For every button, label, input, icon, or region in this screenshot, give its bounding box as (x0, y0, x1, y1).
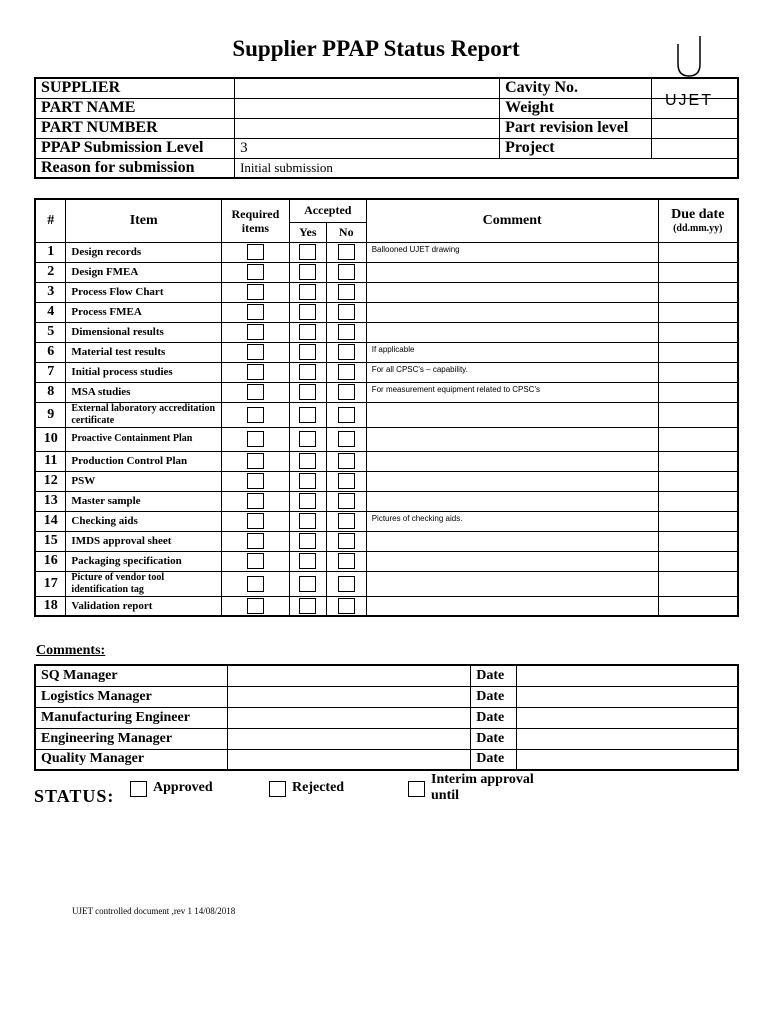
accepted-no-checkbox[interactable] (338, 598, 355, 614)
item-due-date-field[interactable] (658, 322, 738, 342)
accepted-no-checkbox[interactable] (338, 553, 355, 569)
item-due-date-field[interactable] (658, 471, 738, 491)
required-checkbox-cell (221, 471, 289, 491)
supplier-label: SUPPLIER (35, 78, 235, 98)
item-comment[interactable]: Pictures of checking aids. (366, 511, 658, 531)
header-row-reason (35, 158, 738, 178)
item-comment[interactable] (366, 302, 658, 322)
cavity-label: Cavity No. (500, 78, 652, 98)
accepted-yes-checkbox-cell (289, 596, 326, 616)
item-number: 1 (35, 242, 66, 262)
signoff-table (34, 664, 739, 771)
date-label: Date (471, 707, 517, 728)
accepted-no-checkbox[interactable] (338, 576, 355, 592)
item-name: Process Flow Chart (66, 282, 222, 302)
accepted-yes-checkbox[interactable] (299, 473, 316, 489)
item-number: 18 (35, 596, 66, 616)
item-number: 4 (35, 302, 66, 322)
item-number: 6 (35, 342, 66, 362)
table-row (35, 471, 738, 491)
required-checkbox-cell (221, 322, 289, 342)
item-number: 9 (35, 402, 66, 427)
accepted-no-checkbox-cell (326, 511, 366, 531)
accepted-no-checkbox-cell (326, 362, 366, 382)
item-comment[interactable] (366, 322, 658, 342)
table-row (35, 427, 738, 451)
accepted-yes-checkbox-cell (289, 242, 326, 262)
accepted-yes-checkbox[interactable] (299, 407, 316, 423)
status-option-rejected[interactable] (269, 780, 344, 797)
header-info-table (34, 77, 739, 179)
ppap-level-label: PPAP Submission Level (35, 138, 235, 158)
accepted-yes-checkbox[interactable] (299, 431, 316, 447)
accepted-no-checkbox-cell (326, 427, 366, 451)
table-row (35, 382, 738, 402)
reason-label: Reason for submission (35, 158, 235, 178)
date-field[interactable] (517, 686, 738, 707)
required-checkbox-cell (221, 402, 289, 427)
accepted-yes-checkbox[interactable] (299, 244, 316, 260)
accepted-no-checkbox[interactable] (338, 384, 355, 400)
signature-field[interactable] (228, 728, 471, 749)
col-header-number: # (35, 199, 66, 242)
approved-checkbox[interactable] (130, 781, 147, 797)
role-label: Quality Manager (35, 749, 228, 770)
accepted-yes-checkbox[interactable] (299, 284, 316, 300)
accepted-no-checkbox-cell (326, 596, 366, 616)
table-row (35, 262, 738, 282)
col-header-no: No (326, 222, 366, 242)
item-name: Packaging specification (66, 551, 222, 571)
item-due-date-field[interactable] (658, 551, 738, 571)
due-date-format: (dd.mm.yy) (673, 223, 723, 235)
required-checkbox[interactable] (247, 384, 264, 400)
required-checkbox[interactable] (247, 533, 264, 549)
accepted-yes-checkbox-cell (289, 471, 326, 491)
accepted-yes-checkbox-cell (289, 402, 326, 427)
accepted-yes-checkbox-cell (289, 282, 326, 302)
status-option-interim[interactable] (408, 772, 561, 804)
signoff-row (35, 749, 738, 770)
item-name: PSW (66, 471, 222, 491)
role-label: Manufacturing Engineer (35, 707, 228, 728)
item-due-date-field[interactable] (658, 596, 738, 616)
required-checkbox[interactable] (247, 344, 264, 360)
item-number: 16 (35, 551, 66, 571)
date-label: Date (471, 749, 517, 770)
item-name: Checking aids (66, 511, 222, 531)
accepted-no-checkbox[interactable] (338, 284, 355, 300)
accepted-yes-checkbox-cell (289, 342, 326, 362)
date-field[interactable] (517, 707, 738, 728)
required-checkbox-cell (221, 596, 289, 616)
accepted-yes-checkbox[interactable] (299, 553, 316, 569)
required-checkbox[interactable] (247, 598, 264, 614)
item-comment[interactable]: For measurement equipment related to CPSC's (366, 382, 658, 402)
col-header-due-date (658, 199, 738, 242)
accepted-yes-checkbox-cell (289, 382, 326, 402)
required-checkbox-cell (221, 302, 289, 322)
item-due-date-field[interactable] (658, 511, 738, 531)
accepted-yes-checkbox[interactable] (299, 384, 316, 400)
accepted-no-checkbox[interactable] (338, 264, 355, 280)
signoff-row (35, 728, 738, 749)
required-checkbox[interactable] (247, 407, 264, 423)
accepted-yes-checkbox-cell (289, 451, 326, 471)
accepted-no-checkbox-cell (326, 451, 366, 471)
item-comment[interactable] (366, 427, 658, 451)
accepted-no-checkbox[interactable] (338, 473, 355, 489)
item-due-date-field[interactable] (658, 451, 738, 471)
accepted-no-checkbox[interactable] (338, 304, 355, 320)
item-due-date-field[interactable] (658, 427, 738, 451)
project-field[interactable] (651, 138, 738, 158)
accepted-no-checkbox-cell (326, 551, 366, 571)
signoff-table-body (35, 665, 738, 770)
required-checkbox[interactable] (247, 513, 264, 529)
item-name: Validation report (66, 596, 222, 616)
cavity-field[interactable] (651, 78, 738, 98)
accepted-no-checkbox-cell (326, 242, 366, 262)
item-comment[interactable]: Ballooned UJET drawing (366, 242, 658, 262)
role-label: Engineering Manager (35, 728, 228, 749)
item-comment[interactable] (366, 282, 658, 302)
item-number: 11 (35, 451, 66, 471)
item-number: 17 (35, 571, 66, 596)
item-due-date-field[interactable] (658, 402, 738, 427)
approved-label: Approved (153, 780, 213, 795)
signoff-row (35, 665, 738, 686)
item-name: Process FMEA (66, 302, 222, 322)
accepted-no-checkbox-cell (326, 571, 366, 596)
accepted-yes-checkbox-cell (289, 302, 326, 322)
item-number: 2 (35, 262, 66, 282)
date-field[interactable] (517, 665, 738, 686)
date-label: Date (471, 728, 517, 749)
item-name: Dimensional results (66, 322, 222, 342)
required-checkbox[interactable] (247, 364, 264, 380)
item-due-date-field[interactable] (658, 571, 738, 596)
required-checkbox[interactable] (247, 493, 264, 509)
accepted-yes-checkbox[interactable] (299, 598, 316, 614)
required-checkbox-cell (221, 511, 289, 531)
ppap-items-table (34, 198, 739, 617)
table-row (35, 362, 738, 382)
accepted-no-checkbox-cell (326, 282, 366, 302)
item-name: External laboratory accreditation certificate (66, 402, 222, 427)
accepted-yes-checkbox[interactable] (299, 493, 316, 509)
col-header-yes: Yes (289, 222, 326, 242)
role-label: Logistics Manager (35, 686, 228, 707)
required-checkbox[interactable] (247, 324, 264, 340)
date-label: Date (471, 665, 517, 686)
weight-field[interactable] (651, 98, 738, 118)
signature-field[interactable] (228, 749, 471, 770)
accepted-yes-checkbox-cell (289, 531, 326, 551)
item-due-date-field[interactable] (658, 491, 738, 511)
comments-label: Comments: (36, 643, 106, 658)
due-date-label: Due date (671, 207, 725, 223)
rejected-checkbox[interactable] (269, 781, 286, 797)
required-checkbox[interactable] (247, 431, 264, 447)
accepted-no-checkbox-cell (326, 491, 366, 511)
supplier-field[interactable] (235, 78, 500, 98)
item-comment[interactable]: For all CPSC's – capability. (366, 362, 658, 382)
item-due-date-field[interactable] (658, 362, 738, 382)
col-header-comment: Comment (366, 199, 658, 242)
item-comment[interactable] (366, 491, 658, 511)
signoff-row (35, 686, 738, 707)
item-due-date-field[interactable] (658, 262, 738, 282)
required-checkbox[interactable] (247, 576, 264, 592)
item-comment[interactable] (366, 262, 658, 282)
part-number-label: PART NUMBER (35, 118, 235, 138)
accepted-no-checkbox[interactable] (338, 493, 355, 509)
item-comment[interactable]: If applicable (366, 342, 658, 362)
accepted-yes-checkbox[interactable] (299, 364, 316, 380)
table-row (35, 242, 738, 262)
table-row (35, 551, 738, 571)
accepted-no-checkbox[interactable] (338, 324, 355, 340)
item-name: Initial process studies (66, 362, 222, 382)
accepted-yes-checkbox-cell (289, 427, 326, 451)
page-title: Supplier PPAP Status Report (232, 36, 520, 61)
table-row (35, 596, 738, 616)
accepted-yes-checkbox-cell (289, 362, 326, 382)
required-checkbox[interactable] (247, 244, 264, 260)
part-name-field[interactable] (235, 98, 500, 118)
accepted-no-checkbox[interactable] (338, 431, 355, 447)
interim-label: Interim approval until (431, 772, 534, 803)
accepted-no-checkbox[interactable] (338, 244, 355, 260)
accepted-no-checkbox-cell (326, 262, 366, 282)
accepted-no-checkbox[interactable] (338, 344, 355, 360)
item-comment[interactable] (366, 471, 658, 491)
required-checkbox-cell (221, 491, 289, 511)
reason-field[interactable]: Initial submission (235, 158, 738, 178)
accepted-no-checkbox[interactable] (338, 407, 355, 423)
accepted-no-checkbox[interactable] (338, 513, 355, 529)
required-checkbox-cell (221, 531, 289, 551)
item-number: 15 (35, 531, 66, 551)
item-comment[interactable] (366, 402, 658, 427)
accepted-yes-checkbox-cell (289, 322, 326, 342)
rejected-label: Rejected (292, 780, 345, 795)
accepted-no-checkbox[interactable] (338, 364, 355, 380)
signature-field[interactable] (228, 686, 471, 707)
required-checkbox-cell (221, 571, 289, 596)
accepted-yes-checkbox[interactable] (299, 344, 316, 360)
table-row (35, 511, 738, 531)
logo-text: UJET (665, 92, 713, 109)
footer-note: UJET controlled document ,rev 1 14/08/2018 (72, 906, 236, 916)
status-label: STATUS: (34, 786, 115, 806)
accepted-no-checkbox-cell (326, 471, 366, 491)
item-name: Proactive Containment Plan (66, 427, 222, 451)
date-field[interactable] (517, 728, 738, 749)
item-name: Production Control Plan (66, 451, 222, 471)
required-checkbox-cell (221, 382, 289, 402)
item-due-date-field[interactable] (658, 282, 738, 302)
required-checkbox-cell (221, 282, 289, 302)
item-name: Design FMEA (66, 262, 222, 282)
table-row (35, 491, 738, 511)
item-comment[interactable] (366, 551, 658, 571)
item-name: IMDS approval sheet (66, 531, 222, 551)
item-comment[interactable] (366, 531, 658, 551)
required-checkbox[interactable] (247, 473, 264, 489)
item-name: Design records (66, 242, 222, 262)
table-row (35, 302, 738, 322)
table-row (35, 451, 738, 471)
part-revision-label: Part revision level (500, 118, 652, 138)
item-name: MSA studies (66, 382, 222, 402)
accepted-yes-checkbox-cell (289, 491, 326, 511)
accepted-no-checkbox[interactable] (338, 533, 355, 549)
accepted-yes-checkbox[interactable] (299, 453, 316, 469)
accepted-yes-checkbox[interactable] (299, 513, 316, 529)
item-due-date-field[interactable] (658, 342, 738, 362)
items-table-body (35, 242, 738, 616)
accepted-no-checkbox-cell (326, 402, 366, 427)
item-name: Picture of vendor tool identification tag (66, 571, 222, 596)
item-number: 12 (35, 471, 66, 491)
item-due-date-field[interactable] (658, 302, 738, 322)
required-checkbox[interactable] (247, 304, 264, 320)
date-label: Date (471, 686, 517, 707)
item-comment[interactable] (366, 596, 658, 616)
col-header-item: Item (66, 199, 222, 242)
item-number: 3 (35, 282, 66, 302)
signature-field[interactable] (228, 665, 471, 686)
table-row (35, 322, 738, 342)
table-row (35, 571, 738, 596)
accepted-yes-checkbox[interactable] (299, 576, 316, 592)
item-number: 8 (35, 382, 66, 402)
header-row-supplier (35, 78, 738, 98)
item-due-date-field[interactable] (658, 382, 738, 402)
item-name: Master sample (66, 491, 222, 511)
accepted-no-checkbox-cell (326, 531, 366, 551)
accepted-no-checkbox-cell (326, 342, 366, 362)
item-number: 10 (35, 427, 66, 451)
accepted-yes-checkbox-cell (289, 571, 326, 596)
accepted-yes-checkbox-cell (289, 511, 326, 531)
header-row-ppap-level (35, 138, 738, 158)
part-name-label: PART NAME (35, 98, 235, 118)
item-comment[interactable] (366, 451, 658, 471)
required-checkbox-cell (221, 342, 289, 362)
col-header-required: Required items (221, 199, 289, 242)
required-checkbox-cell (221, 262, 289, 282)
item-number: 13 (35, 491, 66, 511)
required-checkbox[interactable] (247, 453, 264, 469)
accepted-yes-checkbox[interactable] (299, 304, 316, 320)
accepted-yes-checkbox[interactable] (299, 324, 316, 340)
role-label: SQ Manager (35, 665, 228, 686)
item-comment[interactable] (366, 571, 658, 596)
interim-checkbox[interactable] (408, 781, 425, 797)
required-checkbox[interactable] (247, 553, 264, 569)
table-row (35, 531, 738, 551)
accepted-no-checkbox[interactable] (338, 453, 355, 469)
accepted-no-checkbox-cell (326, 322, 366, 342)
accepted-yes-checkbox-cell (289, 262, 326, 282)
item-number: 7 (35, 362, 66, 382)
item-number: 14 (35, 511, 66, 531)
accepted-no-checkbox-cell (326, 302, 366, 322)
project-label: Project (500, 138, 652, 158)
required-checkbox-cell (221, 362, 289, 382)
part-number-field[interactable] (235, 118, 500, 138)
table-row (35, 342, 738, 362)
status-option-approved[interactable] (130, 780, 213, 797)
weight-label: Weight (500, 98, 652, 118)
item-due-date-field[interactable] (658, 531, 738, 551)
accepted-yes-checkbox[interactable] (299, 533, 316, 549)
required-checkbox-cell (221, 242, 289, 262)
ppap-level-field[interactable]: 3 (235, 138, 500, 158)
signature-field[interactable] (228, 707, 471, 728)
accepted-no-checkbox-cell (326, 382, 366, 402)
required-checkbox-cell (221, 551, 289, 571)
header-row-part-name (35, 98, 738, 118)
required-checkbox-cell (221, 451, 289, 471)
required-checkbox[interactable] (247, 264, 264, 280)
table-row (35, 282, 738, 302)
item-name: Material test results (66, 342, 222, 362)
accepted-yes-checkbox[interactable] (299, 264, 316, 280)
item-due-date-field[interactable] (658, 242, 738, 262)
table-row (35, 402, 738, 427)
header-row-part-number (35, 118, 738, 138)
signoff-row (35, 707, 738, 728)
accepted-yes-checkbox-cell (289, 551, 326, 571)
part-revision-field[interactable] (651, 118, 738, 138)
date-field[interactable] (517, 749, 738, 770)
required-checkbox[interactable] (247, 284, 264, 300)
required-checkbox-cell (221, 427, 289, 451)
col-header-accepted: Accepted (289, 199, 366, 222)
item-number: 5 (35, 322, 66, 342)
